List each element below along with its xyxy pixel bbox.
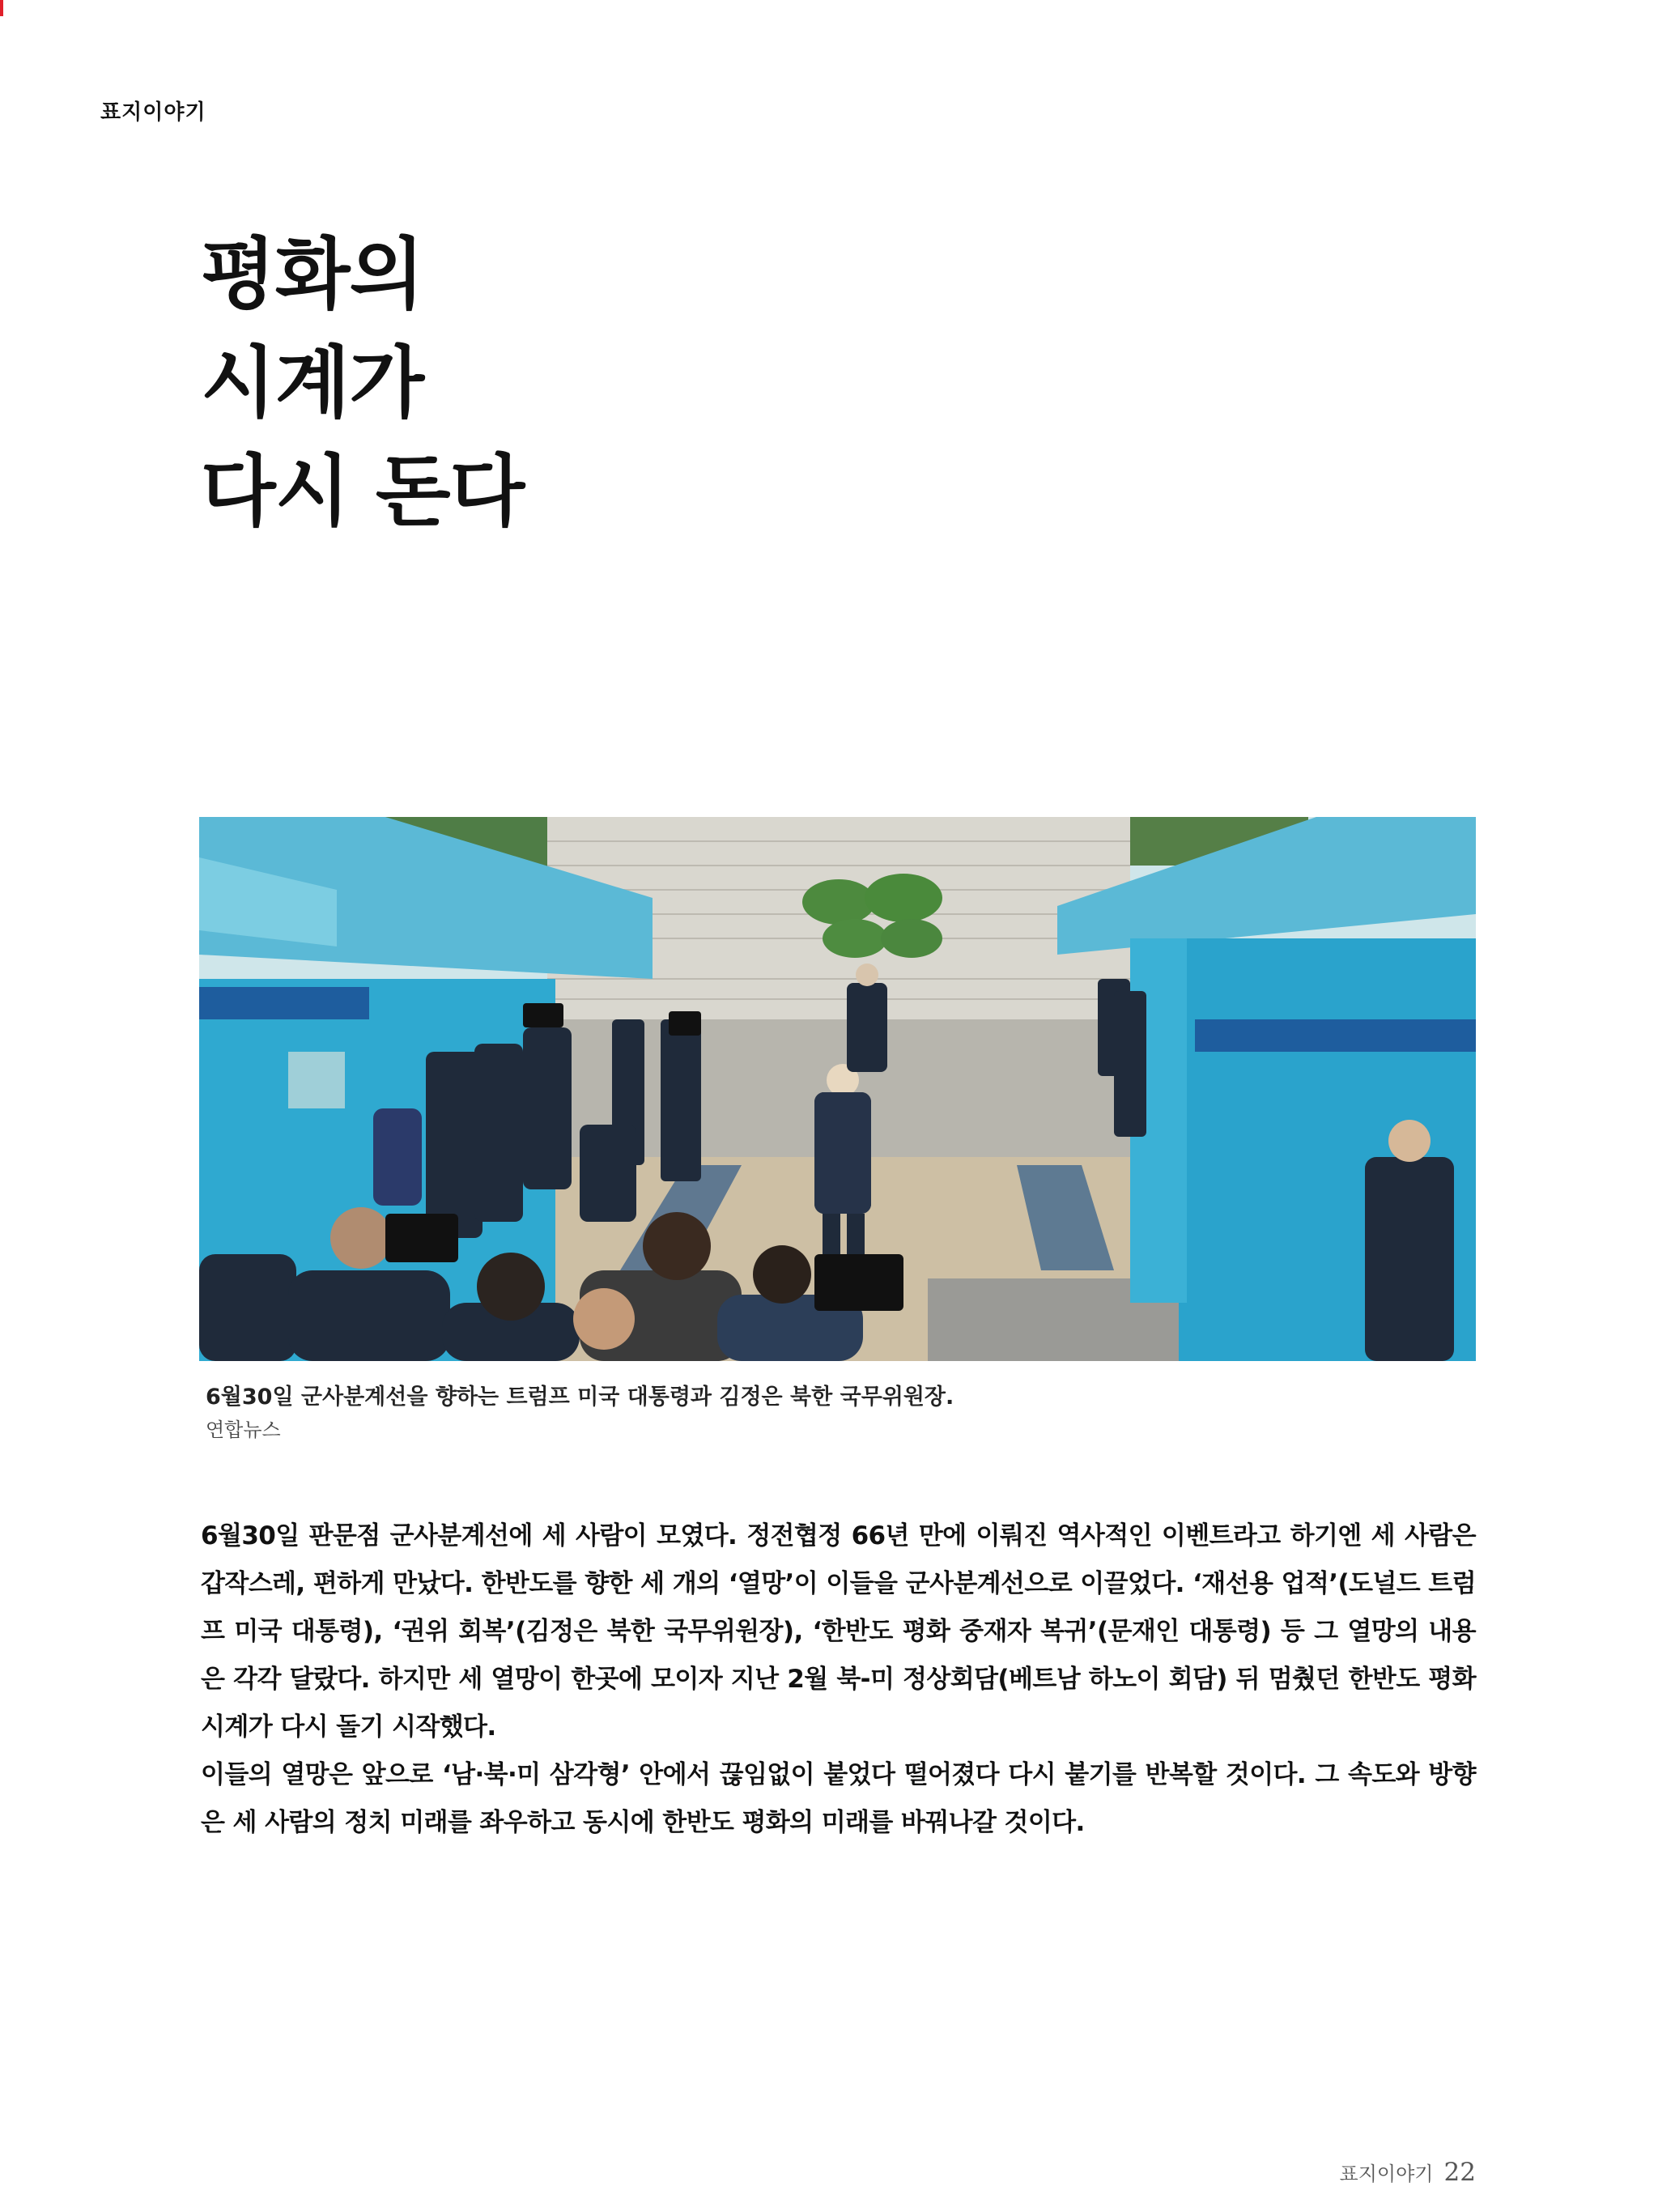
title-line-3: 다시 돈다 <box>201 446 525 537</box>
section-label: 표지이야기 <box>100 100 206 125</box>
page-number: 22 <box>1443 2158 1476 2187</box>
article-paragraph-2: 이들의 열망은 앞으로 ‘남·북·미 삼각형’ 안에서 끊임없이 붙었다 떨어졌다 다시 붙기를 반복할 것이다. 그 속도와 방향은 세 사람의 정치 미래를 좌우하고 동시에 한반도 평화의 미래를 바꿔나갈 것이다. <box>201 1760 1476 1837</box>
photo-credit: 연합뉴스 <box>206 1419 281 1441</box>
article-body <box>201 1512 1476 1847</box>
title-line-2: 시계가 <box>201 338 424 428</box>
article-paragraph-1: 6월30일 판문점 군사분계선에 세 사람이 모였다. 정전협정 66년 만에 이뤄진 역사적인 이벤트라고 하기엔 세 사람은 갑작스레, 편하게 만났다. 한반도를 향한 세 개의 ‘열망’이 이들을 군사분계선으로 이끌었다. ‘재선용 업적’(도널드 트럼프 미국 대통령), ‘권위 회복’(김정은 북한 국무위원장), ‘한반도 평화 중재자 복귀’(문재인 대통령) 등 그 열망의 내용은 각각 달랐다. 하지만 세 열망이 한곳에 모이자 지난 2월 북-미 정상회담(베트남 하노이 회담) 뒤 멈췄던 한반도 평화 시계가 다시 돌기 시작했다. <box>201 1521 1476 1742</box>
page-footer <box>1340 2158 1476 2187</box>
photo-caption: 6월30일 군사분계선을 향하는 트럼프 미국 대통령과 김정은 북한 국무위원장. <box>206 1385 954 1410</box>
corner-accent-mark <box>0 0 3 16</box>
news-photo <box>199 817 1476 1361</box>
page-title <box>201 220 524 546</box>
footer-section-label: 표지이야기 <box>1339 2163 1434 2185</box>
title-line-1: 평화의 <box>201 229 424 320</box>
